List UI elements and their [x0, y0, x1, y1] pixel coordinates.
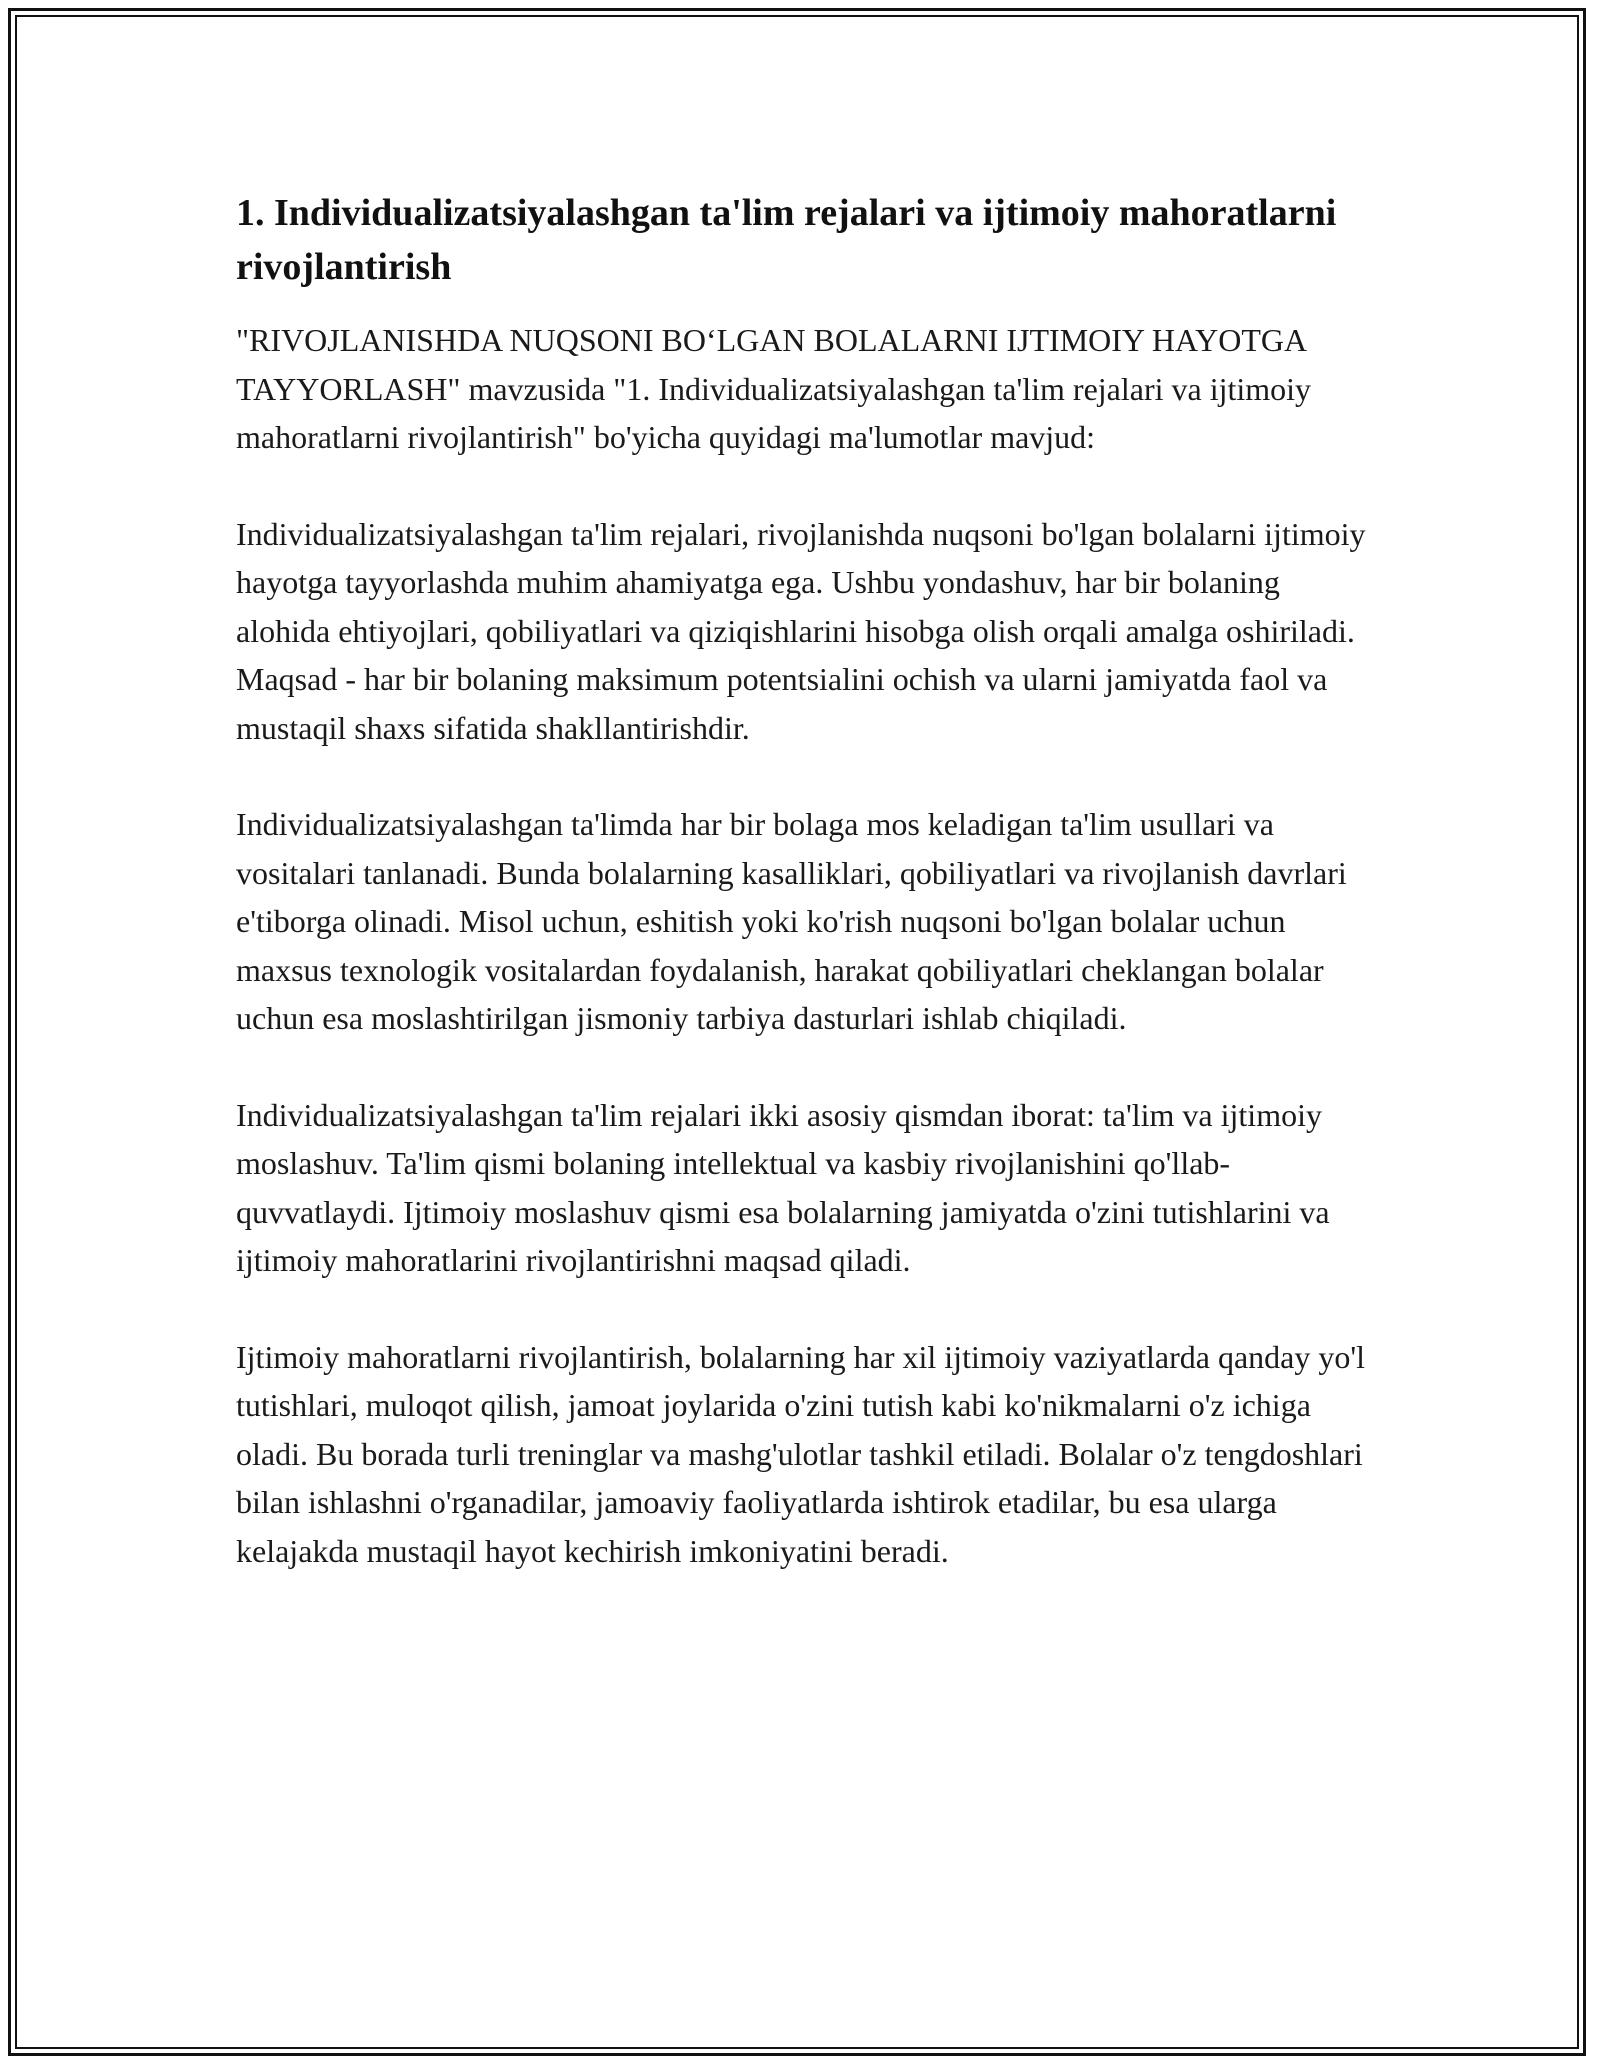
paragraph-1: Individualizatsiyalashgan ta'lim rejalari, rivojlanishda nuqsoni bo'lgan bolalarni ijtimoiy hayotga tayyorlashda muhim ahamiyatga ega. Ushbu yondashuv, har bir bolaning alohida ehtiyojlari, qobiliyatlari va qiziqishlarini hisobga olish orqali amalga oshiriladi. Maqsad - har bir bolaning maksimum potentsialini ochish va ularni jamiyatda faol va mustaqil shaxs sifatida shakllantirishdir. [236, 515, 1366, 746]
document-body [236, 186, 1366, 1623]
paragraph-3: Individualizatsiyalashgan ta'lim rejalari ikki asosiy qismdan iborat: ta'lim va ijtimoiy moslashuv. Ta'lim qismi bolaning intellektual va kasbiy rivojlanishini qo'llab-quvvatlaydi. Ijtimoiy moslashuv qismi esa bolalarning jamiyatda o'zini tutishlarini va ijtimoiy mahoratlarini rivojlantirishni maqsad qiladi. [236, 1096, 1330, 1278]
paragraph-4: Ijtimoiy mahoratlarni rivojlantirish, bolalarning har xil ijtimoiy vaziyatlarda qanday yo'l tutishlari, muloqot qilish, jamoat joylarida o'zini tutish kabi ko'nikmalarni o'z ichiga oladi. Bu borada turli treninglar va mashg'ulotlar tashkil etiladi. Bolalar o'z tengdoshlari bilan ishlashni o'rganadilar, jamoaviy faoliyatlarda ishtirok etadilar, bu esa ularga kelajakda mustaqil hayot kechirish imkoniyatini beradi. [236, 1338, 1366, 1569]
section-heading: 1. Individualizatsiyalashgan ta'lim rejalari va ijtimoiy mahoratlarni rivojlantirish [236, 192, 1337, 288]
paragraph-2: Individualizatsiyalashgan ta'limda har bir bolaga mos keladigan ta'lim usullari va vositalari tanlanadi. Bunda bolalarning kasalliklari, qobiliyatlari va rivojlanish davrlari e'tiborga olinadi. Misol uchun, eshitish yoki ko'rish nuqsoni bo'lgan bolalar uchun maxsus texnologik vositalardan foydalanish, harakat qobiliyatlari cheklangan bolalar uchun esa moslashtirilgan jismoniy tarbiya dasturlari ishlab chiqiladi. [236, 806, 1347, 1036]
paragraph-intro: "RIVOJLANISHDA NUQSONI BO‘LGAN BOLALARNI IJTIMOIY HAYOTGA TAYYORLASH" mavzusida "1. Individualizatsiyalashgan ta'lim rejalari va ijtimoiy mahoratlarni rivojlantirish" bo'yicha quyidagi ma'lumotlar mavjud: [236, 322, 1312, 455]
